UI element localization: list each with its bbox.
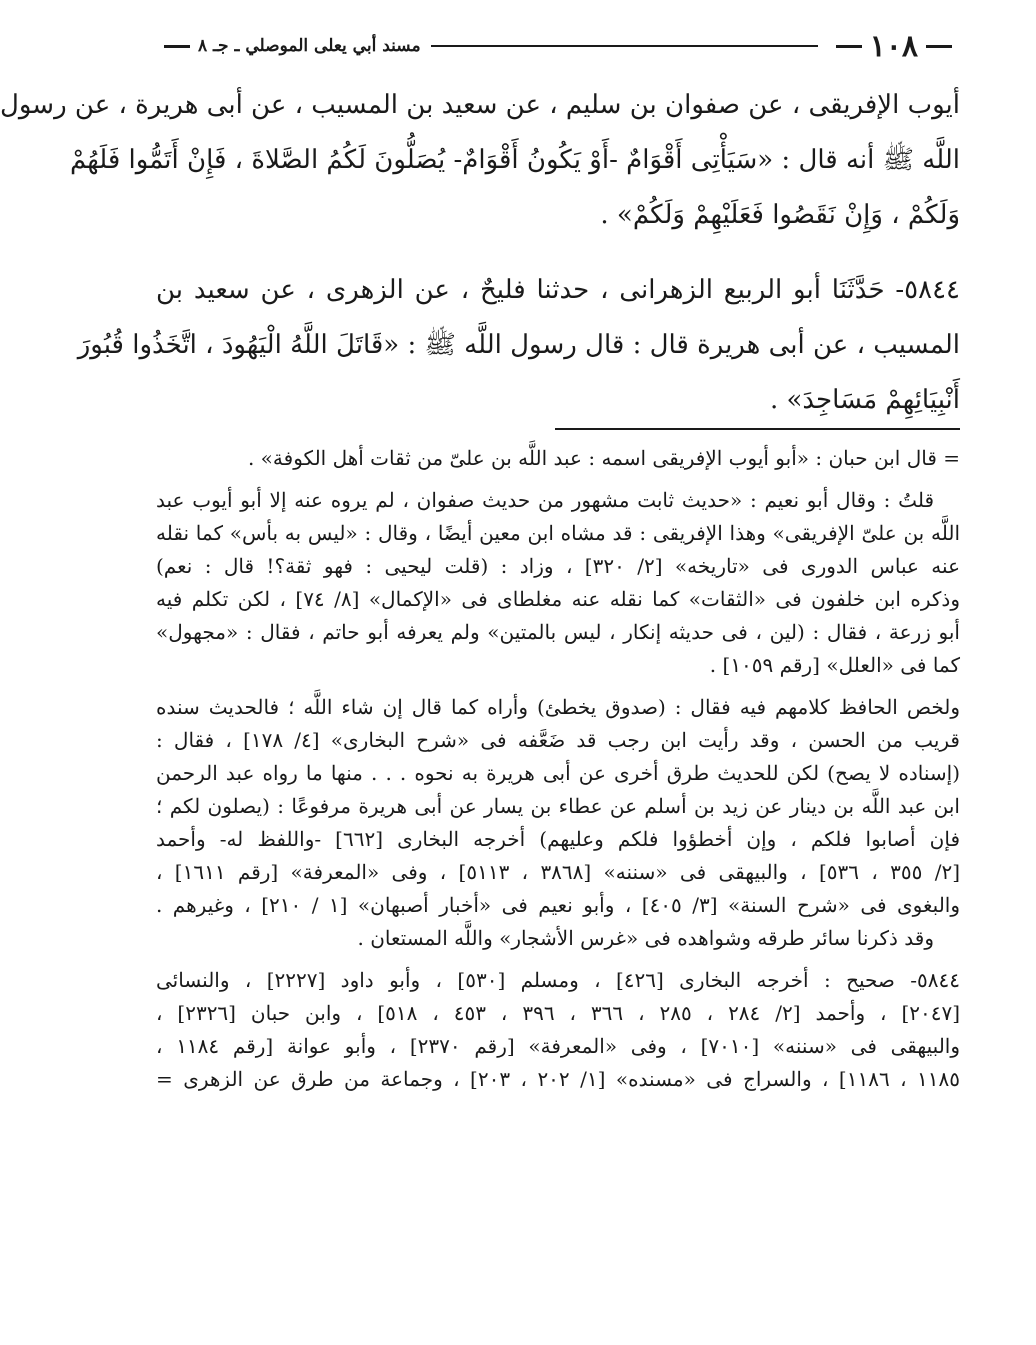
footnotes: [156, 442, 960, 1096]
footnote-line: [٢/ ٣٥٥ ، ٥٣٦] ، والبيهقى فى «سننه» [٣٨٦٨ ، ٥١١٣] ، وفى «المعرفة» [رقم ١٦١١] ،: [156, 860, 960, 884]
main-text: [0, 78, 960, 428]
footnote-line: أبو زرعة ، فقال : (لين ، فى حديثه إنكار ، ليس بالمتين» ولم يعرفه أبو حاتم ، فقال : «مجهول»: [156, 620, 960, 644]
footnote-line: كما فى «العلل» [رقم ١٠٥٩] .: [709, 653, 960, 677]
footnote-line: ٥٨٤٤- صحيح : أخرجه البخارى [٤٢٦] ، ومسلم [٥٣٠] ، وأبو داود [٢٢٢٧] ، والنسائى: [156, 968, 961, 992]
header-dash: [164, 45, 190, 48]
footnote-line: وقد ذكرنا سائر طرقه وشواهده فى «غرس الأشجار» واللَّه المستعان .: [357, 926, 934, 950]
footnote-line: والبغوى فى «شرح السنة» [٣/ ٤٠٥] ، وأبو نعيم فى «أخبار أصبهان» [١ / ٢١٠] ، وغيرهم .: [156, 893, 960, 917]
footnote-line: فإن أصابوا فلكم ، وإن أخطؤوا فلكم وعليهم) أخرجه البخارى [٦٦٢] -واللفظ له- وأحمد: [156, 827, 960, 851]
header-title: مسند أبي يعلى الموصلي ـ جـ ٨: [198, 36, 421, 56]
hadith-5844-line: ٥٨٤٤- حَدَّثَنَا أبو الربيع الزهرانى ، حدثنا فليحٌ ، عن الزهرى ، عن سعيد بن: [156, 275, 960, 305]
footnote-line: (إسناده لا يصح) لكن للحديث طرق أخرى عن أبى هريرة به نحوه . . . منها ما رواه عبد الرحمن: [156, 761, 960, 785]
page-number: ١٠٨: [869, 28, 918, 64]
footnote-line: والبيهقى فى «سننه» [٧٠١٠] ، وفى «المعرفة» [رقم ٢٣٧٠] ، وأبو عوانة [رقم ١١٨٤ ،: [156, 1034, 961, 1058]
header-dash: [836, 45, 862, 48]
footnote-line: [٢٠٤٧] ، وأحمد [٢/ ٢٨٤ ، ٢٨٥ ، ٣٦٦ ، ٣٩٦ ، ٤٥٣ ، ٥١٨] ، وابن حبان [٢٣٢٦] ،: [156, 1001, 961, 1025]
footnote-line: وذكره ابن خلفون فى «الثقات» كما نقله عنه مغلطاى فى «الإكمال» [٨/ ٧٤] ، لكن تكلم فيه: [156, 587, 960, 611]
main-line: أَنْبِيَائِهِمْ مَسَاجِدَ» .: [769, 385, 960, 415]
footnote-line: عنه عباس الدورى فى «تاريخه» [٢/ ٣٢٠] ، وزاد : (قلت ليحيى : فهو ثقة؟! قال : نعم): [156, 554, 960, 578]
main-line: اللَّه ﷺ أنه قال : «سَيَأْتِى أَقْوَامٌ -أَوْ يَكُونُ أَقْوَامٌ- يُصَلُّونَ لَكُمُ الصَّلاةَ ، فَإِنْ أَتَمُّوا فَلَهُمْ: [69, 145, 960, 175]
footnote-separator: [555, 428, 960, 430]
main-line: أيوب الإفريقى ، عن صفوان بن سليم ، عن سعيد بن المسيب ، عن أبى هريرة ، عن رسول: [0, 90, 960, 120]
header-rule: [431, 45, 818, 47]
main-line: المسيب ، عن أبى هريرة قال : قال رسول اللَّه ﷺ : «قَاتَلَ اللَّهُ الْيَهُودَ ، اتَّخَذُوا قُبُورَ: [77, 330, 960, 360]
footnote-line: قلتُ : وقال أبو نعيم : «حديث ثابت مشهور من حديث صفوان ، لم يروه عنه إلا أبو أيوب عبد: [156, 488, 934, 512]
running-header: [156, 26, 960, 66]
main-line: وَلَكُمْ ، وَإِنْ نَقَصُوا فَعَلَيْهِمْ وَلَكُمْ» .: [600, 200, 960, 230]
footnote-line: ١١٨٥ ، ١١٨٦] ، والسراج فى «مسنده» [١/ ٢٠٢ ، ٢٠٣] ، وجماعة من طرق عن الزهرى =: [156, 1067, 961, 1091]
footnote-line: = قال ابن حبان : «أبو أيوب الإفريقى اسمه : عبد اللَّه بن علىّ من ثقات أهل الكوفة» .: [247, 446, 960, 470]
footnote-line: اللَّه بن علىّ الإفريقى» وهذا الإفريقى : قد مشاه ابن معين أيضًا ، وقال : «ليس به بأس» كما نقله: [156, 521, 960, 545]
header-dash: [926, 45, 952, 48]
footnote-line: ابن عبد اللَّه بن دينار عن زيد بن أسلم عن عطاء بن يسار عن أبى هريرة مرفوعًا : (يصلون لكم ؛: [156, 794, 960, 818]
footnote-line: ولخص الحافظ كلامهم فيه فقال : (صدوق يخطئ) وأراه كما قال إن شاء اللَّه ؛ فالحديث سنده: [156, 695, 960, 719]
footnote-line: قريب من الحسن ، وقد رأيت ابن رجب قد ضَعَّفه فى «شرح البخارى» [٤/ ١٧٨] ، فقال :: [156, 728, 960, 752]
